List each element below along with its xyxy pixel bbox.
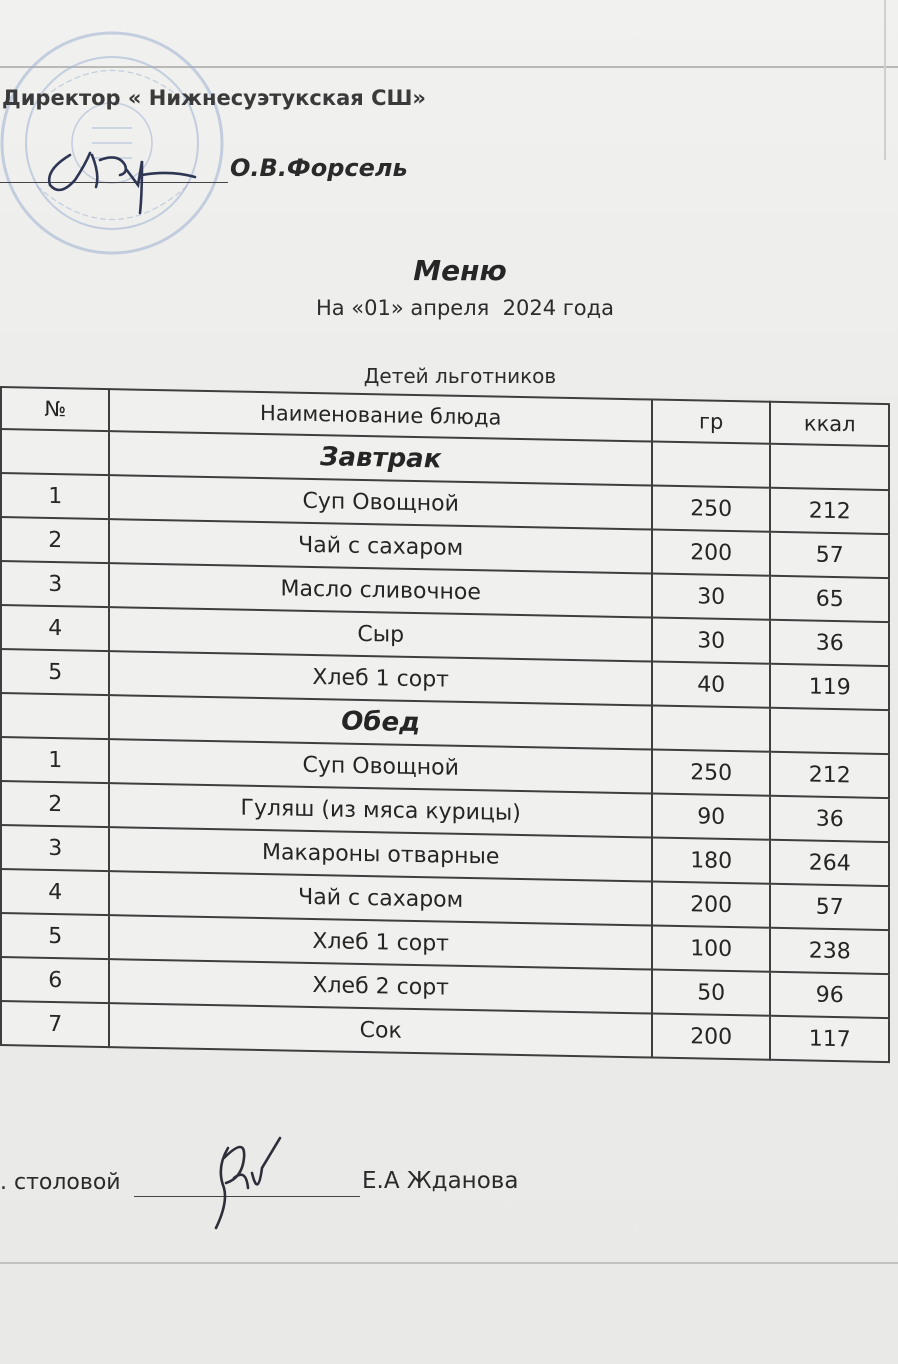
column-header-kcal: ккал bbox=[770, 402, 889, 446]
kcal: 57 bbox=[770, 884, 889, 930]
row-number: 3 bbox=[1, 561, 109, 607]
dish-name: Суп Овощной bbox=[109, 475, 651, 529]
dish-name: Хлеб 2 сорт bbox=[109, 959, 651, 1013]
row-number: 3 bbox=[1, 825, 109, 871]
kcal: 119 bbox=[770, 664, 889, 710]
dish-name: Чай с сахаром bbox=[109, 519, 651, 573]
grams: 200 bbox=[652, 1014, 771, 1060]
kcal: 117 bbox=[770, 1016, 889, 1062]
grams: 100 bbox=[652, 926, 771, 972]
kcal: 65 bbox=[770, 576, 889, 622]
canteen-manager-name: Е.А Жданова bbox=[362, 1168, 519, 1194]
page-fold bbox=[884, 0, 886, 160]
section-title: Обед bbox=[109, 695, 651, 749]
menu-table-wrapper bbox=[0, 386, 890, 1063]
director-name: О.В.Форсель bbox=[230, 154, 408, 182]
kcal: 212 bbox=[770, 752, 889, 798]
signature-icon bbox=[176, 1128, 296, 1238]
signature-icon bbox=[30, 125, 230, 220]
row-number: 6 bbox=[1, 957, 109, 1003]
dish-name: Масло сливочное bbox=[109, 563, 651, 617]
column-header-dish: Наименование блюда bbox=[109, 389, 651, 441]
dish-name: Макароны отварные bbox=[109, 827, 651, 881]
row-number: 4 bbox=[1, 869, 109, 915]
row-number: 1 bbox=[1, 473, 109, 519]
section-cell-empty bbox=[1, 693, 109, 739]
dish-name: Чай с сахаром bbox=[109, 871, 651, 925]
dish-name: Сыр bbox=[109, 607, 651, 661]
row-number: 2 bbox=[1, 781, 109, 827]
dish-name: Суп Овощной bbox=[109, 739, 651, 793]
section-cell-empty bbox=[652, 706, 771, 752]
director-title: Директор « Нижнесуэтукская СШ» bbox=[2, 86, 426, 110]
dish-name: Гуляш (из мяса курицы) bbox=[109, 783, 651, 837]
grams: 50 bbox=[652, 970, 771, 1016]
grams: 200 bbox=[652, 882, 771, 928]
kcal: 212 bbox=[770, 488, 889, 534]
kcal: 36 bbox=[770, 796, 889, 842]
grams: 250 bbox=[652, 486, 771, 532]
bottom-divider bbox=[0, 1262, 898, 1264]
grams: 180 bbox=[652, 838, 771, 884]
kcal: 238 bbox=[770, 928, 889, 974]
menu-table bbox=[0, 386, 890, 1063]
menu-subtitle: Детей льготников bbox=[363, 364, 557, 388]
row-number: 2 bbox=[1, 517, 109, 563]
row-number: 1 bbox=[1, 737, 109, 783]
row-number: 5 bbox=[1, 649, 109, 695]
kcal: 96 bbox=[770, 972, 889, 1018]
section-cell-empty bbox=[770, 708, 889, 754]
grams: 30 bbox=[652, 618, 771, 664]
grams: 90 bbox=[652, 794, 771, 840]
section-cell-empty bbox=[652, 442, 771, 488]
menu-date: На «01» апреля 2024 года bbox=[315, 296, 615, 320]
grams: 250 bbox=[652, 750, 771, 796]
section-cell-empty bbox=[770, 444, 889, 490]
grams: 30 bbox=[652, 574, 771, 620]
dish-name: Хлеб 1 сорт bbox=[109, 915, 651, 969]
menu-title: Меню bbox=[413, 254, 507, 287]
row-number: 7 bbox=[1, 1001, 109, 1047]
column-header-number: № bbox=[1, 387, 109, 431]
section-cell-empty bbox=[1, 429, 109, 475]
grams: 40 bbox=[652, 662, 771, 708]
row-number: 5 bbox=[1, 913, 109, 959]
canteen-title: . столовой bbox=[0, 1170, 121, 1195]
kcal: 57 bbox=[770, 532, 889, 578]
row-number: 4 bbox=[1, 605, 109, 651]
kcal: 36 bbox=[770, 620, 889, 666]
section-title: Завтрак bbox=[109, 431, 651, 485]
kcal: 264 bbox=[770, 840, 889, 886]
dish-name: Хлеб 1 сорт bbox=[109, 651, 651, 705]
dish-name: Сок bbox=[109, 1003, 651, 1057]
grams: 200 bbox=[652, 530, 771, 576]
column-header-grams: гр bbox=[652, 400, 771, 444]
